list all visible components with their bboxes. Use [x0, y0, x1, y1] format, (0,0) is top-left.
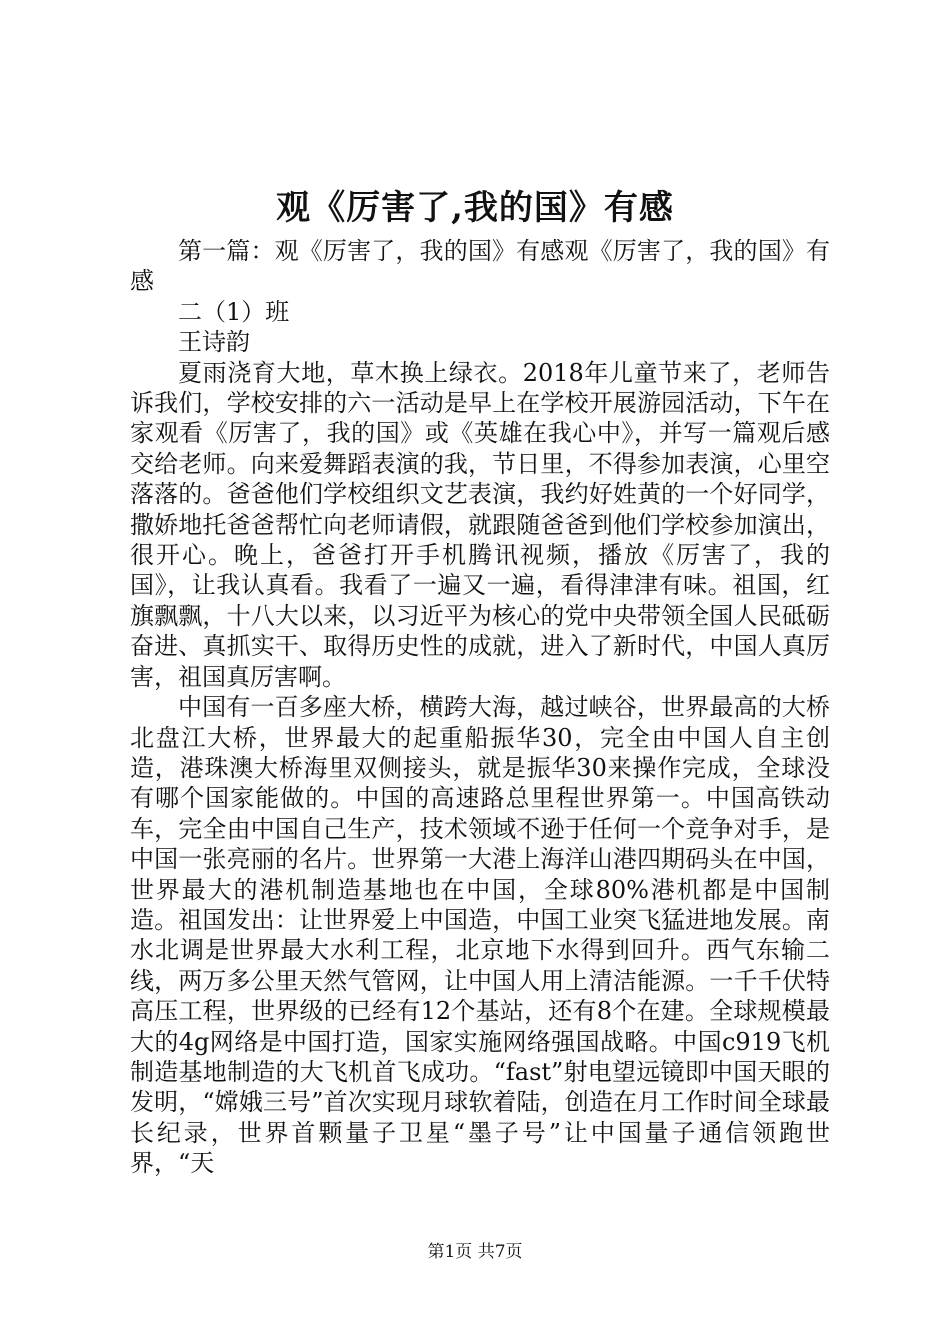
page-footer: 第1页 共7页 — [427, 1242, 523, 1262]
page-title: 观《厉害了,我的国》有感 — [276, 188, 674, 228]
document-body — [130, 236, 830, 1179]
paragraph-author: 王诗韵 — [178, 328, 250, 357]
paragraph-class: 二（1）班 — [178, 297, 290, 326]
paragraph-body-1: 夏雨浇育大地，草木换上绿衣。2018年儿童节来了，老师告诉我们，学校安排的六一活动是早上在学校开展游园活动，下午在家观看《厉害了，我的国》或《英雄在我心中》，并写一篇观后感交给老师。向来爱舞蹈表演的我，节日里，不得参加表演，心里空落落的。爸爸他们学校组织文艺表演，我约好姓黄的一个好同学，撒娇地托爸爸帮忙向老师请假，就跟随爸爸到他们学校参加演出，很开心。晚上，爸爸打开手机腾讯视频，播放《厉害了，我的国》，让我认真看。我看了一遍又一遍，看得津津有味。祖国，红旗飘飘，十八大以来，以习近平为核心的党中央带领全国人民砥砺奋进、真抓实干、取得历史性的成就，进入了新时代，中国人真厉害，祖国真厉害啊。 — [130, 358, 830, 691]
paragraph-heading: 第一篇：观《厉害了，我的国》有感观《厉害了，我的国》有感 — [130, 237, 830, 296]
paragraph-body-2: 中国有一百多座大桥，横跨大海，越过峡谷，世界最高的大桥北盘江大桥，世界最大的起重船振华30，完全由中国人自主创造，港珠澳大桥海里双侧接头，就是振华30来操作完成，全球没有哪个国家能做的。中国的高速路总里程世界第一。中国高铁动车，完全由中国自己生产，技术领域不逊于任何一个竞争对手，是中国一张亮丽的名片。世界第一大港上海洋山港四期码头在中国，世界最大的港机制造基地也在中国，全球80%港机都是中国制造。祖国发出：让世界爱上中国造，中国工业突飞猛进地发展。南水北调是世界最大水利工程，北京地下水得到回升。西气东输二线，两万多公里天然气管网，让中国人用上清洁能源。一千千伏特高压工程，世界级的已经有12个基站，还有8个在建。全球规模最大的4g网络是中国打造，国家实施网络强国战略。中国c919飞机制造基地制造的大飞机首飞成功。“fast”射电望远镜即中国天眼的发明，“嫦娥三号”首次实现月球软着陆，创造在月工作时间全球最长纪录，世界首颗量子卫星“墨子号”让中国量子通信领跑世界，“天 — [130, 693, 830, 1178]
